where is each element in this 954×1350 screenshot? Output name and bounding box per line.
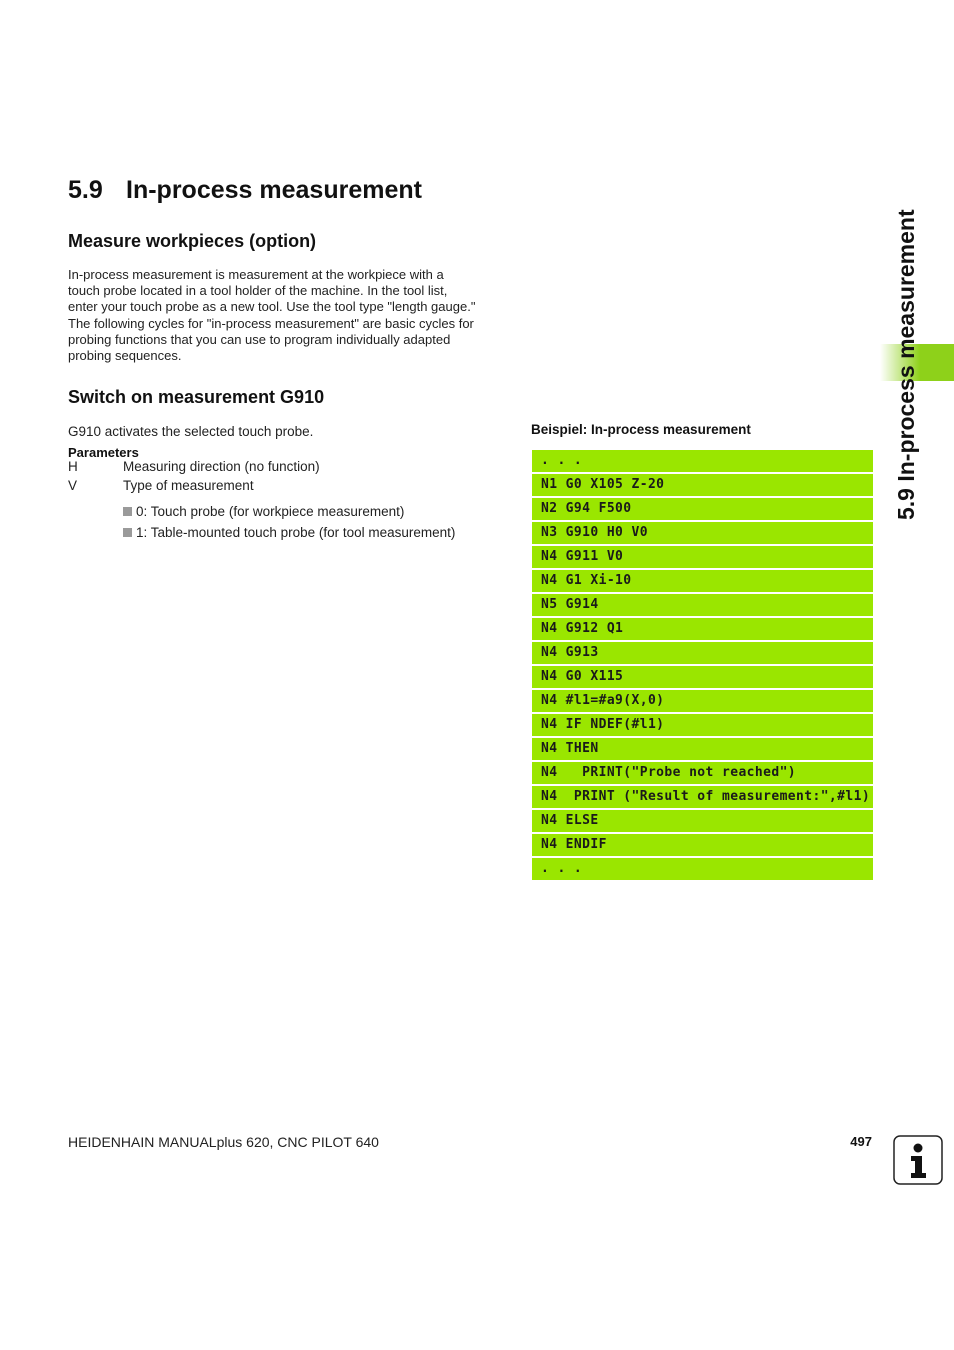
code-line: N4 ELSE bbox=[532, 810, 873, 832]
example-title: Beispiel: In-process measurement bbox=[531, 422, 751, 437]
code-line: N2 G94 F500 bbox=[532, 498, 873, 520]
code-line: . . . bbox=[532, 858, 873, 880]
intro-line: probing functions that you can use to program individually adapted bbox=[68, 331, 451, 347]
footer-product: HEIDENHAIN MANUALplus 620, CNC PILOT 640 bbox=[68, 1134, 379, 1150]
parameter-key: V bbox=[68, 478, 78, 493]
parameters-label: Parameters bbox=[68, 445, 139, 460]
parameter-row-h bbox=[68, 459, 320, 474]
parameter-desc: Measuring direction (no function) bbox=[123, 459, 320, 474]
intro-line: probing sequences. bbox=[68, 348, 182, 364]
section-number: 5.9 bbox=[68, 176, 103, 204]
subsection-title-measure-workpieces: Measure workpieces (option) bbox=[68, 231, 317, 251]
square-bullet-icon bbox=[123, 528, 132, 537]
code-line: N4 G0 X115 bbox=[532, 666, 873, 688]
code-line: N4 IF NDEF(#l1) bbox=[532, 714, 873, 736]
subsection-title-switch-on-g910: Switch on measurement G910 bbox=[68, 387, 325, 407]
option-item bbox=[123, 504, 404, 519]
code-line: N4 PRINT ("Result of measurement:",#l1) bbox=[532, 786, 873, 808]
intro-paragraph bbox=[68, 267, 513, 364]
intro-line: touch probe located in a tool holder of the machine. In the tool list, bbox=[68, 283, 448, 299]
section-title: In-process measurement bbox=[126, 176, 422, 204]
option-item bbox=[123, 525, 455, 540]
parameter-desc: Type of measurement bbox=[123, 478, 254, 493]
code-line: N5 G914 bbox=[532, 594, 873, 616]
option-text: 1: Table-mounted touch probe (for tool measurement) bbox=[136, 525, 456, 540]
g910-description: G910 activates the selected touch probe. bbox=[68, 424, 314, 439]
code-line: N4 ENDIF bbox=[532, 834, 873, 856]
code-block bbox=[532, 450, 873, 882]
chapter-side-label: 5.9 In-process measurement bbox=[893, 209, 919, 520]
code-line: N3 G910 H0 V0 bbox=[532, 522, 873, 544]
code-line: N4 G911 V0 bbox=[532, 546, 873, 568]
code-line: N4 G913 bbox=[532, 642, 873, 664]
option-text: 0: Touch probe (for workpiece measurement) bbox=[136, 504, 405, 519]
code-line: N4 G912 Q1 bbox=[532, 618, 873, 640]
code-line: . . . bbox=[532, 450, 873, 472]
parameter-row-v bbox=[68, 478, 254, 493]
code-line: N4 #l1=#a9(X,0) bbox=[532, 690, 873, 712]
code-line: N4 THEN bbox=[532, 738, 873, 760]
intro-line: enter your touch probe as a new tool. Use the tool type "length gauge." bbox=[68, 299, 476, 315]
intro-line: In-process measurement is measurement at the workpiece with a bbox=[68, 267, 444, 282]
code-line: N4 G1 Xi-10 bbox=[532, 570, 873, 592]
page-title bbox=[68, 176, 422, 205]
intro-line: The following cycles for "in-process measurement" are basic cycles for bbox=[68, 315, 474, 331]
code-line: N1 G0 X105 Z-20 bbox=[532, 474, 873, 496]
info-icon bbox=[893, 1135, 943, 1185]
parameter-key: H bbox=[68, 459, 78, 474]
page-number: 497 bbox=[850, 1134, 872, 1149]
code-line: N4 PRINT("Probe not reached") bbox=[532, 762, 873, 784]
square-bullet-icon bbox=[123, 507, 132, 516]
